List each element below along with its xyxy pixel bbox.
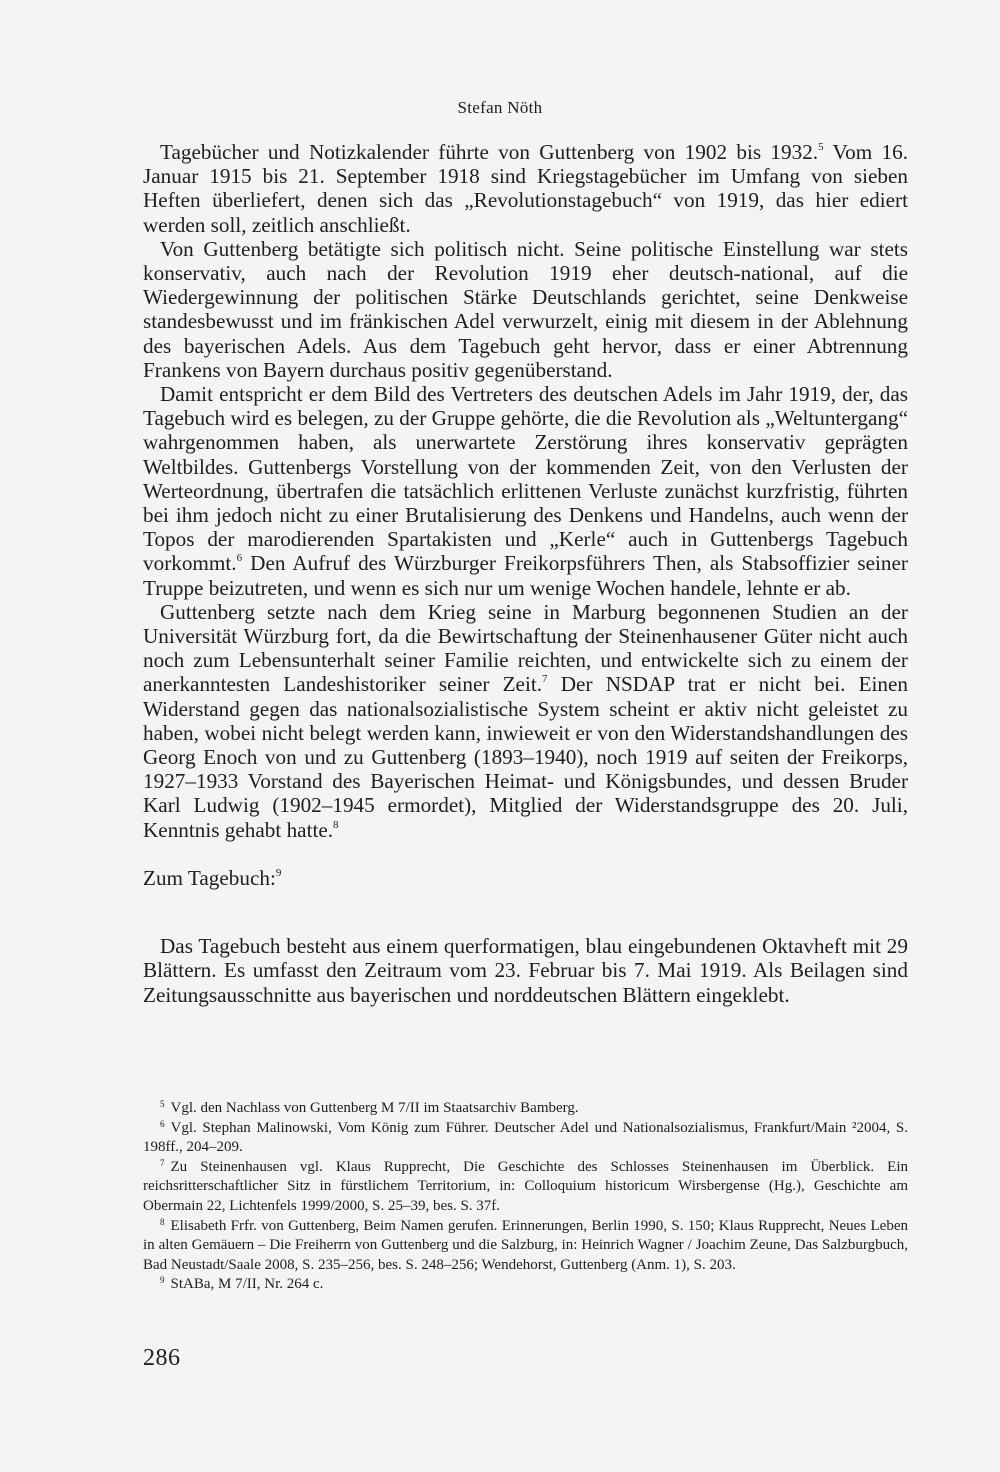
paragraph-text: Das Tagebuch besteht aus einem querformatigen, blau eingebundenen Oktavheft mit 29 Blättern. Es umfasst den Zeitraum vom 23. Februar bis 7. Mai 1919. Als Beilagen sind Zeitungsausschnitte aus bayerischen und norddeutschen Blättern eingeklebt. bbox=[143, 934, 908, 1007]
paragraph-text: Von Guttenberg betätigte sich politisch nicht. Seine politische Einstellung war stets konservativ, auch nach der Revolution 1919 eher deutsch-national, auf die Wiedergewinnung der politischen Stärke Deutschlands gerichtet, seine Denkweise standesbewusst und im fränkischen Adel verwurzelt, einig mit diesem in der Ablehnung des bayerischen Adels. Aus dem Tagebuch geht hervor, dass er einer Abtrennung Frankens von Bayern durchaus positiv gegenüberstand. bbox=[143, 236, 908, 382]
running-header: Stefan Nöth bbox=[457, 98, 543, 117]
footnote-number: 6 bbox=[160, 1118, 165, 1129]
footnote-ref-9[interactable]: 9 bbox=[275, 866, 282, 879]
footnote-5 bbox=[143, 1099, 908, 1119]
footnote-ref-6[interactable]: 6 bbox=[236, 552, 243, 565]
footnote-text: Vgl. den Nachlass von Guttenberg M 7/II im Staatsarchiv Bamberg. bbox=[170, 1100, 579, 1116]
paragraph-1 bbox=[143, 140, 908, 237]
page-number: 286 bbox=[143, 1345, 181, 1371]
footnote-text: Vgl. Stephan Malinowski, Vom König zum Führer. Deutscher Adel und Nationalsozialismus, Frankfurt/Main ²2004, S. 198ff., 204–209. bbox=[143, 1119, 908, 1156]
paragraph-text: Tagebücher und Notizkalender führte von Guttenberg von 1902 bis 1932. bbox=[160, 140, 819, 164]
footnote-number: 5 bbox=[160, 1099, 165, 1109]
section-heading-text: Zum Tagebuch: bbox=[143, 865, 276, 890]
paragraph-text-continued: Vom 16. Januar 1915 bis 21. September 1918 sind Kriegstagebücher im Umfang von sieben Heften überliefert, denen sich das „Revolutionstagebuch“ von 1919, das hier ediert werden soll, zeitlich anschließt. bbox=[143, 140, 908, 237]
paragraph-text: Guttenberg setzte nach dem Krieg seine in Marburg begonnenen Studien an der Universität Würzburg fort, da die Bewirtschaftung der Steinenhausener Güter nicht auch noch zum Lebensunterhalt seiner Familie reichten, und entwickelte sich zu einem der anerkanntesten Landeshistoriker seiner Zeit. bbox=[143, 599, 908, 697]
footnote-8 bbox=[143, 1217, 908, 1276]
footnote-number: 9 bbox=[160, 1275, 165, 1286]
footnote-text: StABa, M 7/II, Nr. 264 c. bbox=[170, 1276, 324, 1293]
footnote-ref-7[interactable]: 7 bbox=[542, 673, 548, 686]
spacer bbox=[143, 890, 908, 934]
footnote-number: 7 bbox=[160, 1157, 165, 1168]
footnote-text: Zu Steinenhausen vgl. Klaus Rupprecht, Die Geschichte des Schlosses Steinenhausen im Überblick. Ein reichsritterschaftlicher Sitz in fürstlichem Territorium, in: Colloquium historicum Wirsbergense (Hg.), Geschichte am Obermain 22, Lichtenfels 1999/2000, S. 25–39, bes. S. 37f. bbox=[143, 1158, 908, 1214]
footnote-6 bbox=[143, 1119, 908, 1158]
paragraph-4 bbox=[143, 600, 908, 842]
section-paragraph bbox=[143, 934, 908, 1007]
paragraph-3 bbox=[143, 382, 908, 600]
footnote-number: 8 bbox=[160, 1216, 165, 1227]
footnote-ref-5[interactable]: 5 bbox=[818, 141, 824, 153]
footnote-9 bbox=[143, 1275, 908, 1295]
paragraph-2 bbox=[143, 237, 908, 382]
footnote-ref-8[interactable]: 8 bbox=[333, 818, 339, 831]
paragraph-text-continued: Der NSDAP trat er nicht bei. Einen Widerstand gegen das nationalsozialistische System scheint er aktiv nicht geleistet zu haben, wobei nicht belegt werden kann, inwieweit er von den Widerstandshandlungen des Georg Enoch von und zu Guttenberg (1893–1940), noch 1919 auf seiten der Freikorps, 1927–1933 Vorstand des Bayerischen Heimat- und Königsbundes, und dessen Bruder Karl Ludwig (1902–1945 ermordet), Mitglied der Widerstandsgruppe des 20. Juli, Kenntnis gehabt hatte. bbox=[143, 672, 909, 842]
footnotes bbox=[143, 1099, 908, 1295]
paragraph-text-continued: Den Aufruf des Würzburger Freikorpsführers Then, als Stabsoffizier seiner Truppe beizutreten, und wenn es sich nur um wenige Wochen handele, lehnte er ab. bbox=[143, 551, 908, 600]
section-heading bbox=[143, 866, 908, 890]
paragraph-text: Damit entspricht er dem Bild des Vertreters des deutschen Adels im Jahr 1919, der, das Tagebuch wird es belegen, zu der Gruppe gehörte, die die Revolution als „Weltuntergang“ wahrgenommen haben, als unerwartete Zerstörung ihres konservativ geprägten Weltbildes. Guttenbergs Vorstellung von der kommenden Zeit, von den Verlusten der Werteordnung, übertrafen die tatsächlich erlittenen Verluste zunächst kurzfristig, führten bei ihm jedoch nicht zu einer Brutalisierung des Denkens und Handelns, auch wenn der Topos der marodierenden Spartakisten und „Kerle“ auch in Guttenbergs Tagebuch vorkommt. bbox=[143, 382, 908, 576]
main-text bbox=[143, 140, 908, 1007]
footnote-text: Elisabeth Frfr. von Guttenberg, Beim Namen gerufen. Erinnerungen, Berlin 1990, S. 150; Klaus Rupprecht, Neues Leben in alten Gemäuern – Die Freiherrn von Guttenberg und die Salzburg, in: Heinrich Wagner / Joachim Zeune, Das Salzburgbuch, Bad Neustadt/Saale 2008, S. 235–256, bes. S. 248–256; Wendehorst, Guttenberg (Anm. 1), S. 203. bbox=[143, 1217, 908, 1273]
footnote-7 bbox=[143, 1158, 908, 1217]
